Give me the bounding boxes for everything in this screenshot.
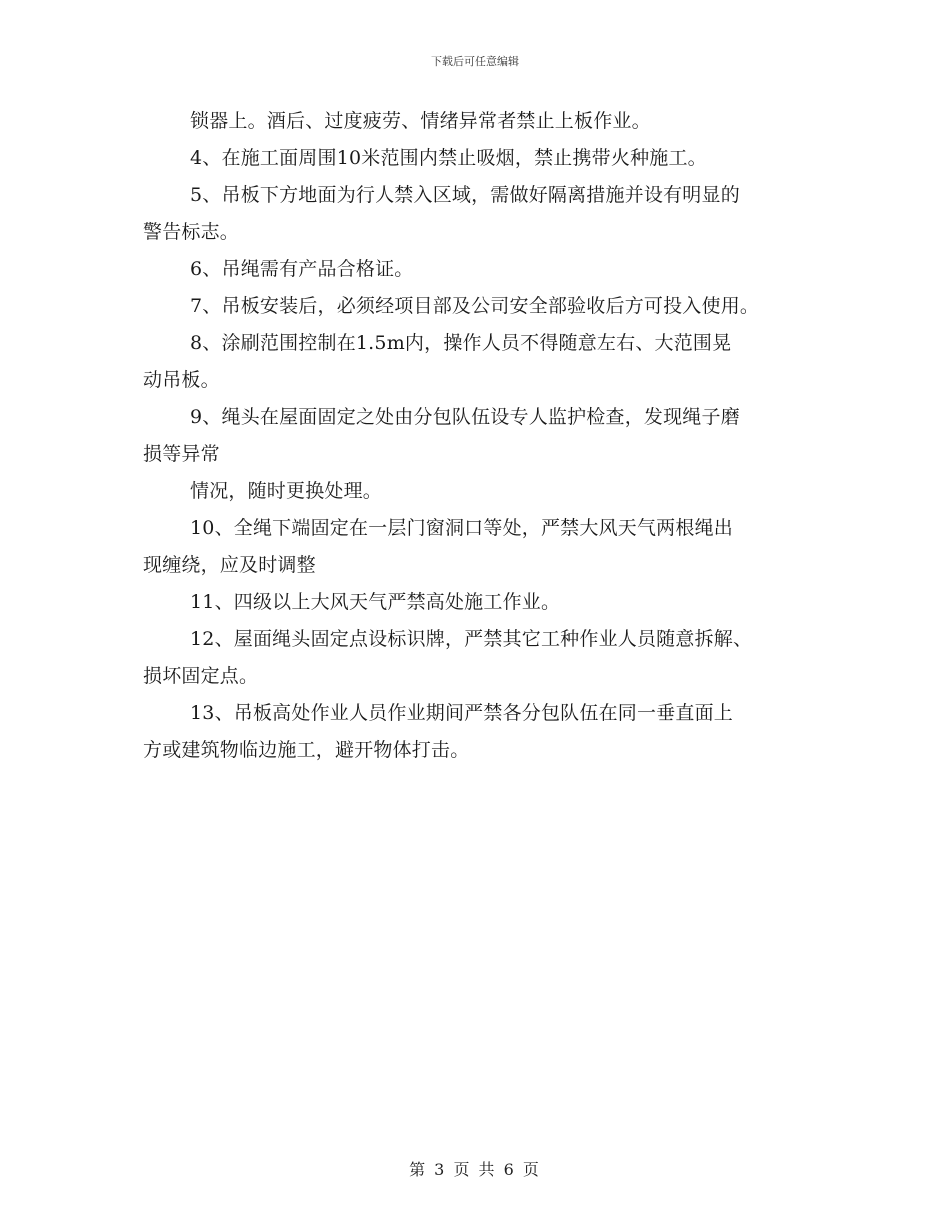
text-line: 方或建筑物临边施工，避开物体打击。 <box>143 739 470 761</box>
text-line: 10、全绳下端固定在一层门窗洞口等处，严禁大风天气两根绳出 <box>190 517 733 539</box>
text-line: 13、吊板高处作业人员作业期间严禁各分包队伍在同一垂直面上 <box>190 702 733 724</box>
page-number-footer: 第 3 页 共 6 页 <box>409 1160 541 1179</box>
text-line: 9、绳头在屋面固定之处由分包队伍设专人监护检查，发现绳子磨 <box>190 406 740 428</box>
text-line: 7、吊板安装后，必须经项目部及公司安全部验收后方可投入使用。 <box>190 295 760 317</box>
page-header: 下载后可任意编辑 <box>431 55 519 68</box>
text-line: 6、吊绳需有产品合格证。 <box>190 258 414 280</box>
document-body <box>143 108 823 774</box>
text-line: 动吊板。 <box>143 369 220 391</box>
text-line: 11、四级以上大风天气严禁高处施工作业。 <box>190 591 561 613</box>
text-line: 8、涂刷范围控制在1.5m内，操作人员不得随意左右、大范围晃 <box>190 332 732 354</box>
text-line: 损坏固定点。 <box>143 665 259 687</box>
text-line: 锁器上。酒后、过度疲劳、情绪异常者禁止上板作业。 <box>190 110 651 132</box>
text-line: 12、屋面绳头固定点设标识牌，严禁其它工种作业人员随意拆解、 <box>190 628 753 650</box>
text-line: 现缠绕，应及时调整 <box>143 554 316 576</box>
text-line: 5、吊板下方地面为行人禁入区域，需做好隔离措施并设有明显的 <box>190 184 740 206</box>
text-line: 情况，随时更换处理。 <box>190 480 383 502</box>
text-line: 4、在施工面周围10米范围内禁止吸烟，禁止携带火种施工。 <box>190 147 707 169</box>
text-line: 警告标志。 <box>143 221 240 243</box>
text-line: 损等异常 <box>143 443 220 465</box>
